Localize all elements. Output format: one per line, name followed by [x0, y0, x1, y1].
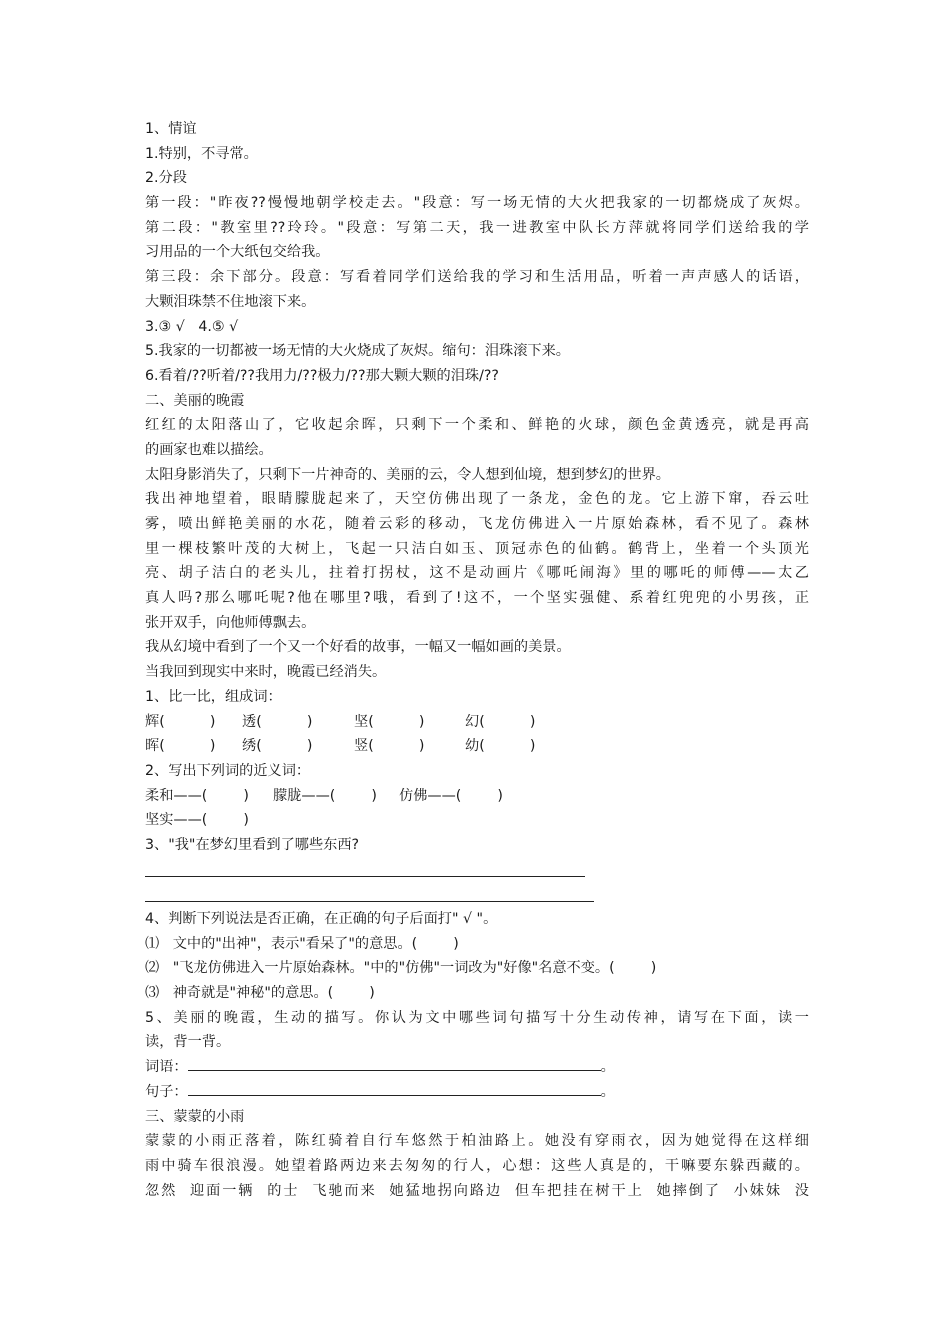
answer-line: 6.看着/??听着/??我用力/??极力/??那大颗大颗的泪珠/??: [145, 367, 499, 384]
answer-line: 第三段：余下部分。段意：写看着同学们送给我的学习和生活用品，听着一声声感人的话语，: [145, 269, 809, 286]
paragraph-line: 雾，喷出鲜艳美丽的水花，随着云彩的移动，飞龙仿佛进入一片原始森林，看不见了。森林: [145, 516, 809, 532]
section-title: 1、情谊: [145, 121, 197, 137]
word-blank[interactable]: 幻( ): [465, 713, 536, 730]
paragraph-line: 亮、胡子洁白的老头儿，拄着打拐杖，这不是动画片《哪吒闹海》里的哪吒的师傅——太乙: [145, 565, 809, 582]
paragraph-line: 红红的太阳落山了，它收起余晖，只剩下一个柔和、鲜艳的火球，颜色金黄透亮，就是再高: [145, 417, 809, 434]
words-blank[interactable]: [188, 1056, 601, 1071]
exercise-row: [145, 784, 809, 809]
period: 。: [600, 1059, 615, 1076]
judge-item[interactable]: ⑵ "飞龙仿佛进入一片原始森林。"中的"仿佛"一词改为"好像"名意不变。( ): [145, 960, 657, 977]
synonym-blank[interactable]: 仿佛——( ): [399, 787, 503, 804]
exercise-row: [145, 734, 809, 759]
period: 。: [600, 1083, 615, 1100]
word-blank[interactable]: 绣( ): [242, 738, 313, 755]
document-page: [145, 117, 809, 1203]
answer-line: 习用品的一个大纸包交给我。: [145, 244, 330, 261]
paragraph-line: 我从幻境中看到了一个又一个好看的故事，一幅又一幅如画的美景。: [145, 639, 571, 656]
exercise-title: 读，背一背。: [145, 1034, 231, 1051]
exercise-title: 2、写出下列词的近义词：: [145, 762, 311, 779]
answer-line: 大颗泪珠禁不住地滚下来。: [145, 293, 316, 310]
synonym-blank[interactable]: 朦胧——( ): [273, 787, 377, 804]
paragraph-line: 张开双手，向他师傅飘去。: [145, 614, 316, 631]
word-blank[interactable]: 坚( ): [354, 713, 425, 730]
paragraph-line: 忽然 迎面一辆 的士 飞驰而来 她猛地拐向路边 但车把挂在树干上 她摔倒了 小妹妹 没: [145, 1182, 809, 1199]
paragraph-line: 太阳身影消失了，只剩下一片神奇的、美丽的云，令人想到仙境，想到梦幻的世界。: [145, 466, 670, 483]
synonym-blank[interactable]: 柔和——( ): [145, 787, 249, 804]
exercise-title: 5、美丽的晚霞，生动的描写。你认为文中哪些词句描写十分生动传神，请写在下面，读一: [145, 1009, 809, 1026]
answer-line: 第一段："昨夜??慢慢地朝学校走去。"段意：写一场无情的大火把我家的一切都烧成了灰烬。: [145, 195, 809, 212]
paragraph-line: 真人吗?那么哪吒呢?他在哪里?哦，看到了!这不，一个坚实强健、系着红兜兜的小男孩，正: [145, 590, 809, 607]
word-blank[interactable]: 辉( ): [145, 713, 216, 730]
paragraph-line: 的画家也难以描绘。: [145, 441, 273, 458]
sentence-answer-line: [145, 1080, 809, 1105]
exercise-row: [145, 710, 809, 735]
words-label: 词语：: [145, 1059, 188, 1076]
paragraph-line: 里一棵枝繁叶茂的大树上，飞起一只洁白如玉、顶冠赤色的仙鹤。鹤背上，坐着一个头顶光: [145, 540, 809, 557]
synonym-blank[interactable]: 坚实——( ): [145, 812, 249, 829]
answer-line: 5.我家的一切都被一场无情的大火烧成了灰烬。缩句：泪珠滚下来。: [145, 343, 570, 360]
answer-line: 1.特别，不寻常。: [145, 145, 258, 162]
judge-item[interactable]: ⑶ 神奇就是"神秘"的意思。( ): [145, 985, 375, 1002]
section-title: 三、蒙蒙的小雨: [145, 1108, 245, 1125]
word-blank[interactable]: 透( ): [242, 713, 313, 730]
sentence-blank[interactable]: [188, 1081, 601, 1096]
paragraph-line: 雨中骑车很浪漫。她望着路两边来去匆匆的行人，心想：这些人真是的，干嘛要东躲西藏的。: [145, 1157, 809, 1174]
paragraph-line: 蒙蒙的小雨正落着，陈红骑着自行车悠然于柏油路上。她没有穿雨衣，因为她觉得在这样细: [145, 1133, 809, 1150]
word-blank[interactable]: 幼( ): [465, 738, 536, 755]
answer-line: 2.分段: [145, 170, 187, 187]
exercise-title: 1、比一比，组成词：: [145, 688, 282, 705]
judge-item[interactable]: ⑴ 文中的"出神"，表示"看呆了"的意思。( ): [145, 935, 459, 952]
answer-rule[interactable]: [145, 858, 809, 883]
exercise-title: 3、"我"在梦幻里看到了哪些东西?: [145, 836, 360, 853]
exercise-title: 4、判断下列说法是否正确，在正确的句子后面打" √ "。: [145, 911, 498, 927]
words-answer-line: [145, 1055, 809, 1080]
answer-rule[interactable]: [145, 882, 809, 907]
answer-line: 3.③ √ 4.⑤ √: [145, 318, 239, 335]
paragraph-line: 当我回到现实中来时，晚霞已经消失。: [145, 664, 387, 681]
word-blank[interactable]: 晖( ): [145, 738, 216, 755]
sentence-label: 句子：: [145, 1083, 188, 1100]
word-blank[interactable]: 竖( ): [354, 738, 425, 755]
paragraph-line: 我出神地望着，眼睛朦胧起来了，天空仿佛出现了一条龙，金色的龙。它上游下窜，吞云吐: [145, 491, 809, 508]
section-title: 二、美丽的晚霞: [145, 392, 245, 409]
answer-line: 第二段："教室里??玲玲。"段意：写第二天，我一进教室中队长方萍就将同学们送给我的学: [145, 219, 809, 236]
